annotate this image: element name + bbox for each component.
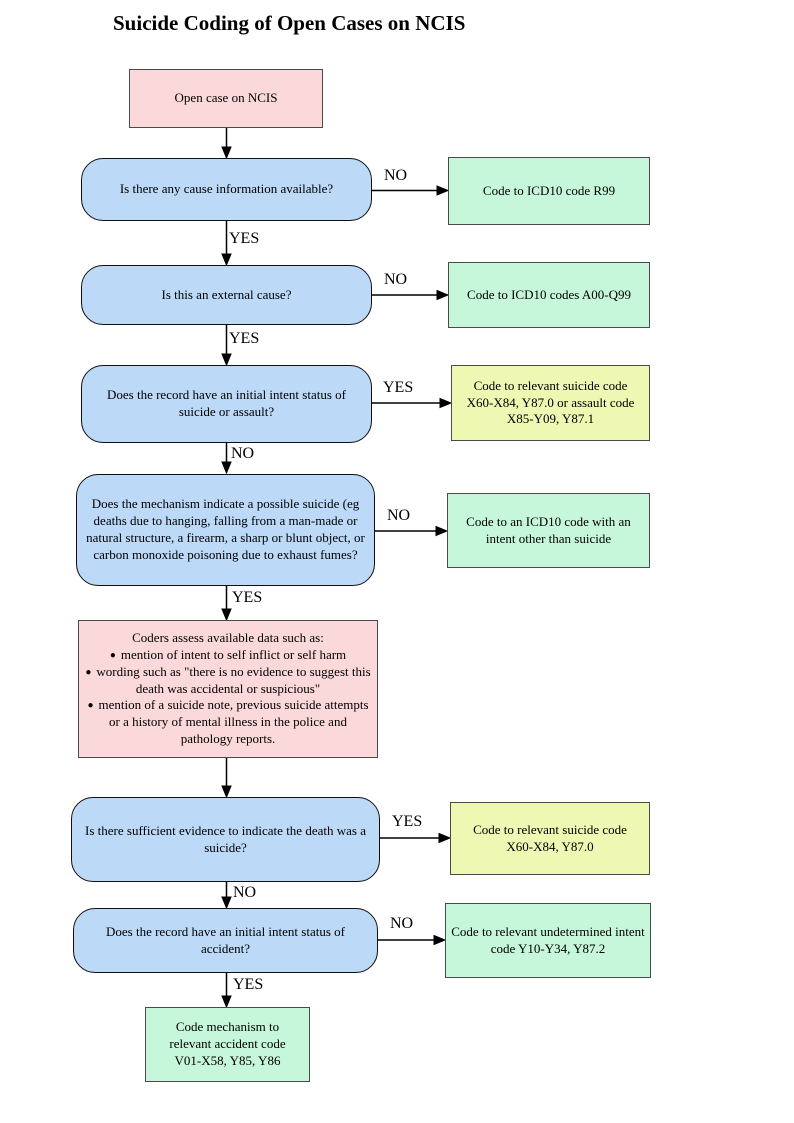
edge-label-no-cause: NO (384, 167, 408, 184)
arrow-intent-no-down (222, 443, 231, 473)
arrow-mechanism-yes-down (222, 586, 231, 620)
node-question-mechanism (76, 474, 375, 586)
edge-label-yes-evidence: YES (392, 813, 423, 830)
arrow-coders-to-evidence (222, 758, 231, 797)
node-question-sufficient-evidence-text: Is there sufficient evidence to indicate the death was a suicide? (85, 822, 366, 855)
arrow-external-no-right (372, 291, 448, 300)
edge-label-no-intent: NO (231, 445, 255, 462)
node-code-accident (145, 1007, 310, 1082)
node-code-undetermined-text: Code to relevant undetermined intent code Y10-Y34, Y87.2 (451, 923, 645, 956)
node-code-r99-text: Code to ICD10 code R99 (482, 182, 616, 198)
node-question-initial-intent-suicide (81, 365, 372, 443)
page-title: Suicide Coding of Open Cases on NCIS (113, 11, 466, 35)
node-code-other-intent (447, 493, 650, 568)
edge-label-yes-cause: YES (229, 230, 260, 247)
coders-bullet-text: mention of intent to self inflict or self harm (120, 646, 347, 662)
arrow-evidence-yes-right (380, 834, 450, 843)
node-code-undetermined (445, 903, 651, 978)
node-open-case-text: Open case on NCIS (174, 90, 278, 106)
node-question-sufficient-evidence (71, 797, 380, 882)
node-code-suicide-text: Code to relevant suicide code X60-X84, Y87.0 (473, 821, 627, 854)
arrow-cause-no-right (372, 186, 448, 195)
coders-bullet-text: wording such as "there is no evidence to suggest this death was accidental or suspicious" (96, 663, 371, 696)
coders-bullet-item (85, 647, 371, 664)
node-coders-assess (78, 620, 378, 758)
node-open-case (129, 69, 323, 128)
arrow-evidence-no-down (222, 882, 231, 908)
coders-intro-text: Coders assess available data such as: (132, 629, 324, 645)
edge-label-yes-intent: YES (383, 379, 414, 396)
node-code-a00-q99 (448, 262, 650, 328)
edge-label-yes-external: YES (229, 330, 260, 347)
node-question-cause-info (81, 158, 372, 221)
edge-label-yes-mechanism: YES (232, 589, 263, 606)
node-question-initial-intent-accident (73, 908, 378, 973)
node-code-other-intent-text: Code to an ICD10 code with an intent other than suicide (466, 513, 631, 546)
coders-bullet-item (85, 664, 371, 698)
edge-label-no-evidence: NO (233, 884, 257, 901)
coders-bullet-item (85, 697, 371, 748)
node-code-accident-text: Code mechanism to relevant accident code V01-X58, Y85, Y86 (169, 1019, 286, 1068)
node-code-r99 (448, 157, 650, 225)
bullet-icon: ● (85, 666, 92, 678)
node-code-a00-q99-text: Code to ICD10 codes A00-Q99 (467, 286, 631, 302)
arrow-accident-no-right (378, 936, 445, 945)
node-question-external-cause-text: Is this an external cause? (161, 286, 292, 302)
node-question-cause-info-text: Is there any cause information available? (119, 181, 334, 197)
edge-label-yes-accident: YES (233, 976, 264, 993)
edge-label-no-accident: NO (390, 915, 414, 932)
node-question-initial-intent-accident-text: Does the record have an initial intent status of accident? (106, 923, 345, 956)
edge-label-no-mechanism: NO (387, 507, 411, 524)
node-code-suicide-assault (451, 365, 650, 441)
node-question-mechanism-text: Does the mechanism indicate a possible suicide (eg deaths due to hanging, falling from a man-made or natural structure, a firearm, a sharp or blunt object, or carbon monoxide poisoning due to exhaust fumes? (86, 496, 365, 562)
bullet-icon: ● (109, 649, 116, 661)
arrow-start-to-cause (222, 128, 231, 158)
node-code-suicide (450, 802, 650, 875)
arrow-accident-yes-down (222, 973, 231, 1007)
coders-bullet-text: mention of a suicide note, previous suicide attempts or a history of mental illness in the police and pathology reports. (98, 697, 369, 747)
arrow-intent-yes-right (372, 399, 451, 408)
node-code-suicide-assault-text: Code to relevant suicide code X60-X84, Y87.0 or assault code X85-Y09, Y87.1 (466, 377, 635, 427)
node-question-initial-intent-suicide-text: Does the record have an initial intent status of suicide or assault? (107, 387, 346, 419)
node-question-external-cause (81, 265, 372, 325)
arrow-mechanism-no-right (375, 527, 447, 536)
bullet-icon: ● (87, 700, 94, 712)
edge-label-no-external: NO (384, 271, 408, 288)
